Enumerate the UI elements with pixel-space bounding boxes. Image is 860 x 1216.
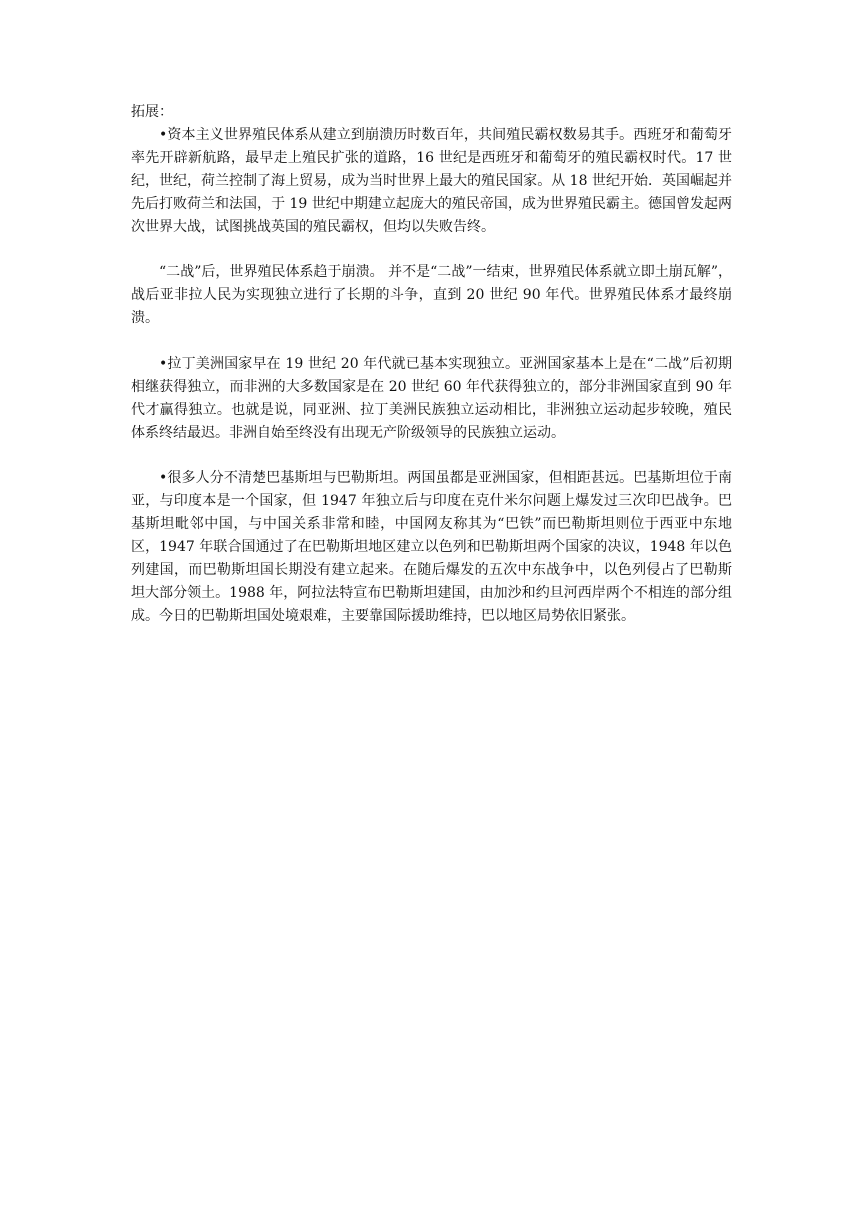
- paragraph-spacer: [131, 330, 732, 353]
- paragraph-colonial-system-history: •资本主义世界殖民体系从建立到崩溃历时数百年，共间殖民霸权数易其手。西班牙和葡萄牙率先开辟新航路，最早走上殖民扩张的道路，16 世纪是西班牙和葡萄牙的殖民霸权时代。17 世纪，世纪，荷兰控制了海上贸易，成为当时世界上最大的殖民国家。从 18 世纪开始．英国崛起并先后打败荷兰和法国，于 19 世纪中期建立起庞大的殖民帝国，成为世界殖民霸主。德国曾发起两次世界大战，试图挑战英国的殖民霸权，但均以失败告终。: [131, 126, 732, 235]
- paragraph-post-war-collapse: “二战”后，世界殖民体系趋于崩溃。 并不是“二战”一结束，世界殖民体系就立即土崩瓦解”，战后亚非拉人民为实现独立进行了长期的斗争，直到 20 世纪 90 年代。世界殖民体系才最终崩溃。: [131, 264, 732, 327]
- paragraph-spacer: [131, 445, 732, 468]
- section-heading: 拓展：: [131, 104, 173, 120]
- paragraph-independence-timeline: •拉丁美洲国家早在 19 世纪 20 年代就已基本实现独立。亚洲国家基本上是在“二战”后初期相继获得独立，而非洲的大多数国家是在 20 世纪 60 年代获得独立的，部分非洲国家直到 90 年代才赢得独立。也就是说，同亚洲、拉丁美洲民族独立运动相比，非洲独立运动起步较晚，殖民体系终结最迟。非洲自始至终没有出现无产阶级领导的民族独立运动。: [131, 355, 732, 441]
- document-body: [131, 101, 732, 628]
- paragraph-spacer: [131, 238, 732, 261]
- paragraph-pakistan-palestine: •很多人分不清楚巴基斯坦与巴勒斯坦。两国虽都是亚洲国家，但相距甚远。巴基斯坦位于南亚，与印度本是一个国家，但 1947 年独立后与印度在克什米尔问题上爆发过三次印巴战争。巴基斯坦毗邻中国，与中国关系非常和睦，中国网友称其为“巴铁”而巴勒斯坦则位于西亚中东地区，1947 年联合国通过了在巴勒斯坦地区建立以色列和巴勒斯坦两个国家的决议，1948 年以色列建国，而巴勒斯坦国长期没有建立起来。在随后爆发的五次中东战争中，以色列侵占了巴勒斯坦大部分领土。1988 年，阿拉法特宣布巴勒斯坦建国，由加沙和约旦河西岸两个不相连的部分组成。今日的巴勒斯坦国处境艰难，主要靠国际援助维持，巴以地区局势依旧紧张。: [131, 470, 732, 624]
